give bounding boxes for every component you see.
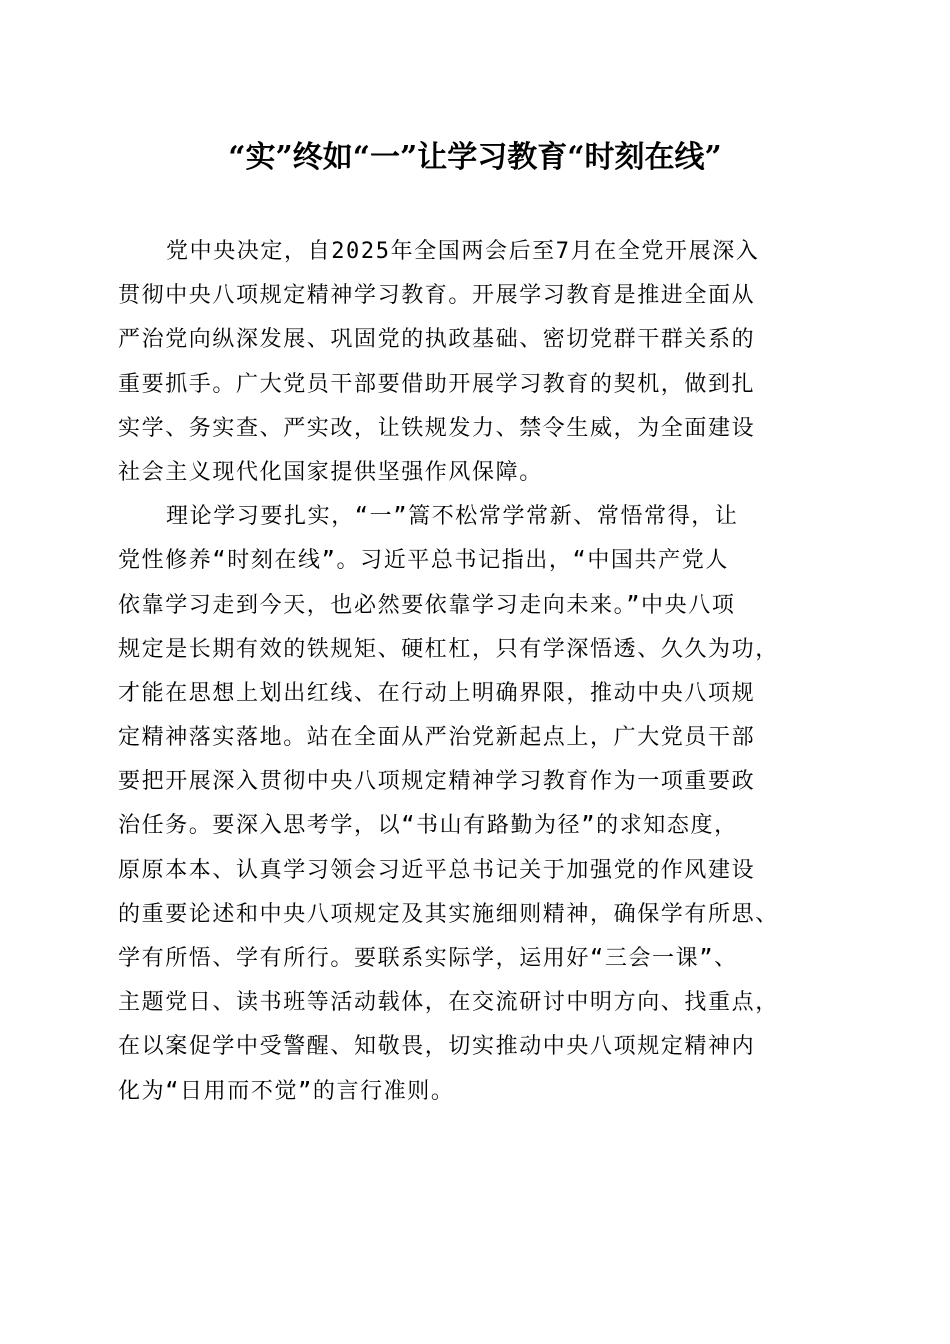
paragraph-line: 的重要论述和中央八项规定及其实施细则精神，确保学有所思、 [118, 901, 779, 927]
paragraph-line: 实学、务实查、严实改，让铁规发力、禁令生威，为全面建设 [118, 415, 756, 441]
paragraph-line: 重要抓手。广大党员干部要借助开展学习教育的契机，做到扎 [118, 371, 756, 397]
paragraph-line: 要把开展深入贯彻中央八项规定精神学习教育作为一项重要政 [118, 769, 756, 795]
paragraph-line: 党性修养“时刻在线”。习近平总书记指出，“中国共产党人 [118, 548, 729, 574]
paragraph-2 [118, 495, 830, 1114]
paragraph-line: 学有所悟、学有所行。要联系实际学，运用好“三会一课”、 [118, 946, 738, 971]
paragraph-line: 在以案促学中受警醒、知敬畏，切实推动中央八项规定精神内 [118, 1034, 756, 1060]
document-body [118, 230, 830, 1114]
paragraph-line: 化为“日用而不觉”的言行准则。 [118, 1078, 455, 1104]
paragraph-line: 治任务。要深入思考学，以“书山有路勤为径”的求知态度， [118, 813, 738, 839]
paragraph-line: 原原本本、认真学习领会习近平总书记关于加强党的作风建设 [118, 857, 756, 883]
paragraph-line: 社会主义现代化国家提供坚强作风保障。 [118, 459, 543, 485]
paragraph-line: 依靠学习走到今天，也必然要依靠学习走向未来。”中央八项 [118, 592, 736, 618]
paragraph-line: 定精神落实落地。站在全面从严治党新起点上，广大党员干部 [118, 725, 756, 751]
paragraph-line: 主题党日、读书班等活动载体，在交流研讨中明方向、找重点， [118, 990, 779, 1016]
paragraph-line: 贯彻中央八项规定精神学习教育。开展学习教育是推进全面从 [118, 283, 756, 309]
paragraph-line: 规定是长期有效的铁规矩、硬杠杠，只有学深悟透、久久为功， [118, 636, 779, 662]
document-title: “实”终如“一”让学习教育“时刻在线” [228, 140, 722, 175]
paragraph-line: 严治党向纵深发展、巩固党的执政基础、密切党群干群关系的 [118, 327, 756, 353]
paragraph-line: 党中央决定，自2025年全国两会后至7月在全党开展深入 [166, 239, 760, 264]
paragraph-1 [118, 230, 830, 495]
paragraph-line: 理论学习要扎实，“一”篙不松常学常新、常悟常得，让 [166, 504, 739, 530]
paragraph-line: 才能在思想上划出红线、在行动上明确界限，推动中央八项规 [118, 680, 756, 706]
